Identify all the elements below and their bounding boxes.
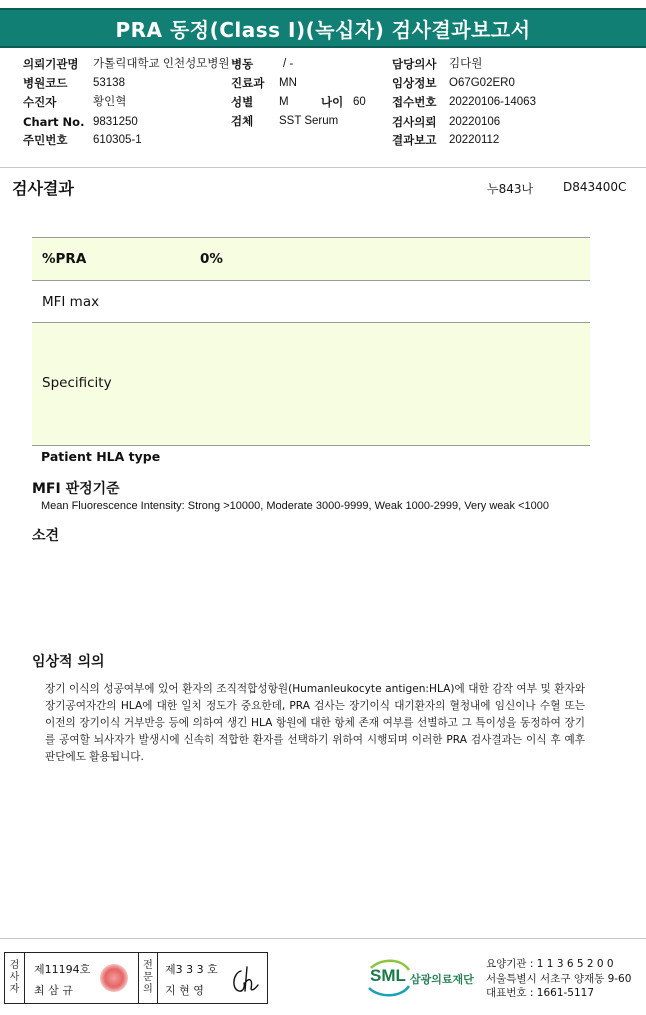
clinical-info-label: 임상정보 [392, 76, 437, 90]
patient-name-label: 수진자 [23, 95, 57, 109]
report-date-value: 20220112 [449, 134, 500, 146]
patient-hla-label: Patient HLA type [41, 449, 161, 464]
result-value: 0% [200, 251, 223, 267]
test-code-local: 누843나 [487, 182, 534, 196]
ward-label: 병동 [231, 57, 254, 71]
inspector-seal-icon [100, 964, 128, 992]
info-divider [0, 167, 646, 168]
sml-logo-text: SML [370, 966, 406, 985]
resident-no-label: 주민번호 [23, 133, 68, 147]
inspector-label [5, 953, 25, 1003]
hospital-code-value: 53138 [93, 77, 125, 89]
org-name: 삼광의료재단 [410, 973, 474, 986]
clinical-significance-text: 장기 이식의 성공여부에 있어 환자의 조직적합성항원(Humanleukocyte antigen:HLA)에 대한 감작 여부 및 환자와 장기공여자간의 HLA에 대한 일치 정도가 중요한데, PRA 검사는 장기이식 대기환자의 혈청내에 임신이나 수혈 또는 이전의 장기이식 거부반응 등에 의하여 생긴 HLA 항원에 대한 항체 존재 여부를 선별하고 그 특이성을 동정하여 장기를 공여할 뇌사자가 발생시에 신속히 적합한 환자를 선택하기 위하여 시행되며 이러한 PRA 검사결과는 이식 후 예후 판단에도 활용됩니다. [45, 683, 585, 763]
receipt-value: 20220106-14063 [449, 96, 536, 108]
signature-box [4, 952, 268, 1004]
result-label: MFI max [42, 294, 100, 310]
chart-no-value: 9831250 [93, 116, 138, 128]
specialist-license: 제3 3 3 호 [165, 963, 218, 976]
mfi-criteria-text: Mean Fluorescence Intensity: Strong >10000, Moderate 3000-9999, Weak 1000-2999, Very weak <1000 [41, 500, 549, 512]
sex-value: M [279, 96, 289, 108]
result-label: %PRA [42, 251, 87, 267]
institution-value: 가톨릭대학교 인천성모병원 [93, 58, 230, 70]
result-row-mfi-max [32, 281, 590, 323]
dept-value: MN [279, 77, 297, 89]
dept-label: 진료과 [231, 76, 265, 90]
receipt-label: 접수번호 [392, 95, 437, 109]
org-contact [486, 957, 631, 1001]
results-heading: 검사결과 [12, 179, 74, 198]
request-date-value: 20220106 [449, 116, 501, 128]
specimen-label: 검체 [231, 114, 254, 128]
specialist-label-char: 문 [143, 972, 153, 983]
inspector-label-char: 검 [9, 960, 20, 971]
specialist-label-char: 의 [143, 984, 153, 995]
institution-label: 의뢰기관명 [23, 57, 79, 71]
result-row-specificity [32, 323, 590, 446]
signature-icon [227, 961, 263, 997]
request-date-label: 검사의뢰 [392, 115, 437, 129]
specialist-name: 지 현 영 [165, 984, 204, 997]
patient-name-value: 황인혁 [93, 96, 127, 108]
specialist-label [138, 953, 158, 1003]
test-code: D843400C [563, 180, 627, 194]
doctor-label: 담당의사 [392, 57, 437, 71]
report-title: PRA 동정(Class I)(녹십자) 검사결과보고서 [115, 17, 531, 42]
inspector-label-char: 사 [9, 972, 20, 983]
inspector-license: 제11194호 [34, 963, 91, 976]
opinion-heading: 소견 [32, 528, 60, 544]
chart-no-label: Chart No. [23, 115, 85, 129]
org-address: 서울특별시 서초구 양재동 9-60 [486, 972, 632, 985]
ward-value: / - [283, 58, 294, 70]
resident-no-value: 610305-1 [93, 134, 142, 146]
mfi-criteria-heading: MFI 판정기준 [32, 481, 120, 497]
report-title-bar [0, 8, 646, 48]
hospital-code-label: 병원코드 [23, 76, 68, 90]
inspector-label-char: 자 [9, 984, 20, 995]
care-code: 요양기관 : 1 1 3 6 5 2 0 0 [486, 958, 614, 970]
doctor-value: 김다원 [449, 58, 483, 70]
age-label: 나이 [321, 95, 344, 109]
results-table [32, 237, 590, 446]
footer-divider [0, 938, 646, 939]
result-row-pra [32, 238, 590, 281]
inspector-name: 최 삼 규 [34, 984, 73, 997]
org-phone: 대표번호 : 1661-5117 [486, 987, 595, 999]
result-label: Specificity [42, 375, 112, 391]
report-date-label: 결과보고 [392, 133, 437, 147]
age-value: 60 [353, 96, 366, 108]
clinical-info-value: O67G02ER0 [449, 77, 515, 89]
specialist-label-char: 전 [143, 960, 153, 971]
sex-label: 성별 [231, 95, 254, 109]
clinical-significance-heading: 임상적 의의 [32, 654, 105, 670]
specimen-value: SST Serum [279, 115, 339, 127]
